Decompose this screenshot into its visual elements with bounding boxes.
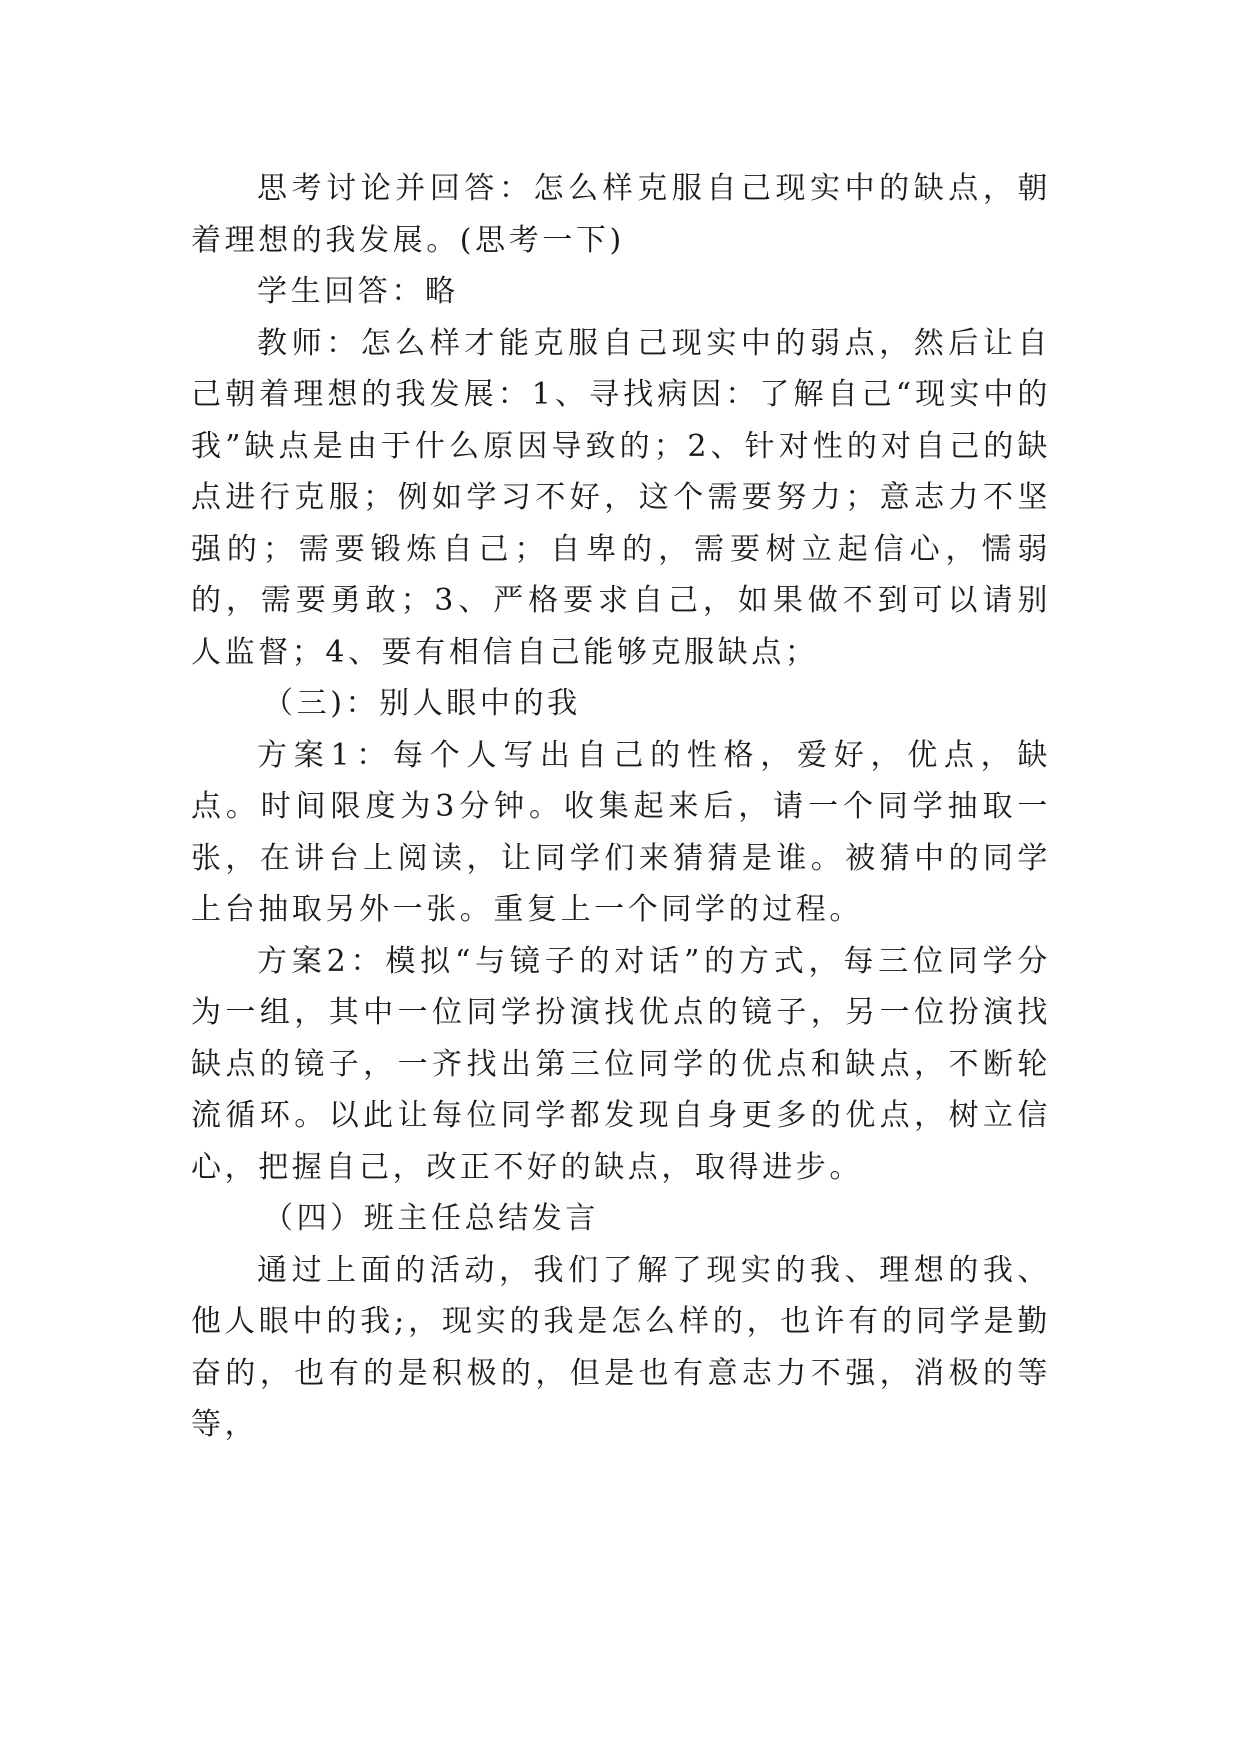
section-heading-teacher-summary: （四）班主任总结发言	[263, 1201, 599, 1236]
paragraph-student-answer: 学生回答：略	[257, 274, 459, 309]
paragraph-plan-2: 方案2：模拟“与镜子的对话”的方式，每三位同学分为一组，其中一位同学扮演找优点的镜子，另一位扮演找缺点的镜子，一齐找出第三位同学的优点和缺点，不断轮流循环。以此让每位同学都发现自身更多的优点，树立信心，把握自己，改正不好的缺点，取得进步。	[191, 943, 1051, 1185]
document-body	[191, 163, 1051, 1451]
paragraph-summary: 通过上面的活动，我们了解了现实的我、理想的我、他人眼中的我;，现实的我是怎么样的，也许有的同学是勤奋的，也有的是积极的，但是也有意志力不强，消极的等等，	[191, 1252, 1051, 1442]
paragraph-plan-1: 方案1：每个人写出自己的性格，爱好，优点，缺点。时间限度为3分钟。收集起来后，请一个同学抽取一张，在讲台上阅读，让同学们来猜猜是谁。被猜中的同学上台抽取另外一张。重复上一个同学的过程。	[191, 737, 1051, 927]
paragraph-discussion-question: 思考讨论并回答：怎么样克服自己现实中的缺点，朝着理想的我发展。(思考一下)	[191, 171, 1051, 258]
paragraph-teacher-answer: 教师：怎么样才能克服自己现实中的弱点，然后让自己朝着理想的我发展：1、寻找病因：了解自己“现实中的我”缺点是由于什么原因导致的；2、针对性的对自己的缺点进行克服；例如学习不好，这个需要努力；意志力不坚强的；需要锻炼自己；自卑的，需要树立起信心，懦弱的，需要勇敢；3、严格要求自己，如果做不到可以请别人监督；4、要有相信自己能够克服缺点；	[191, 325, 1051, 670]
section-heading-others-view: （三)：别人眼中的我	[263, 686, 581, 721]
